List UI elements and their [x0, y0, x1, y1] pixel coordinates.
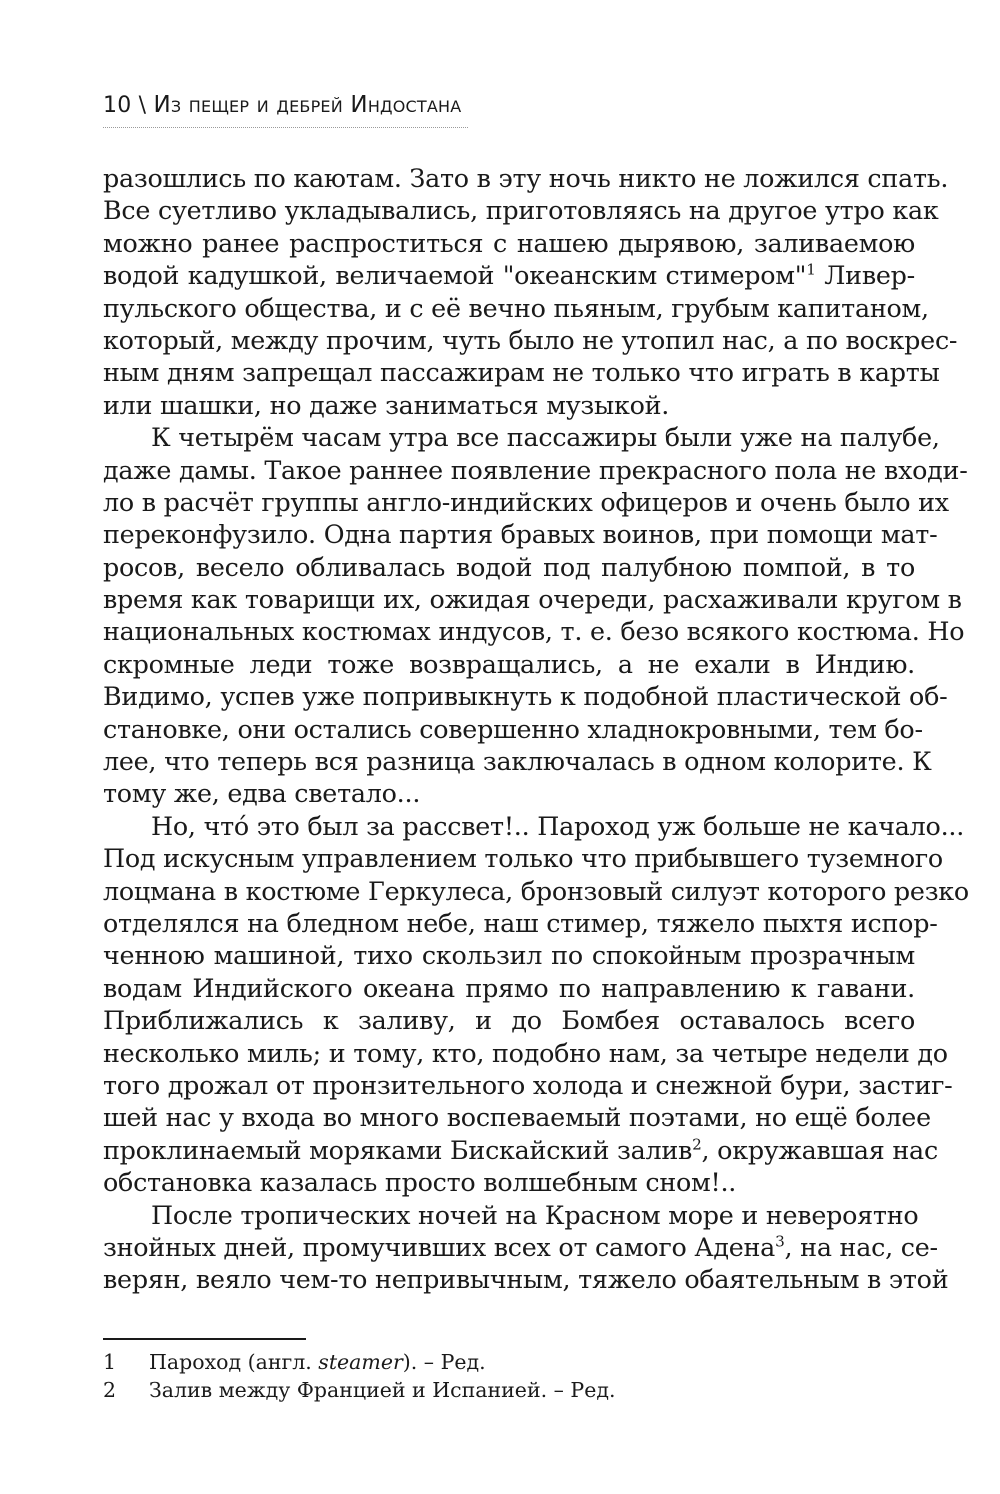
text-line	[103, 259, 915, 291]
text-line: Видимо, успев уже попривыкнуть к подобной пластической об-	[103, 681, 948, 712]
text-line: шей нас у входа во много воспеваемый поэтами, но ещё более	[103, 1102, 931, 1133]
text-line: становке, они остались совершенно хладнокровными, тем бо-	[103, 713, 923, 744]
footnote-term: steamer	[318, 1350, 403, 1374]
text-line	[103, 1134, 938, 1166]
text-line: или шашки, но даже заниматься музыкой.	[103, 389, 670, 420]
header-separator: \	[138, 93, 147, 118]
text-line: того дрожал от пронзительного холода и снежной бури, застиг-	[103, 1069, 953, 1100]
text-line: обстановка казалась просто волшебным сном!..	[103, 1167, 737, 1198]
footnote	[103, 1378, 915, 1402]
footnote-number: 2	[103, 1378, 117, 1402]
text-fragment: , на нас, се-	[784, 1231, 938, 1262]
text-line: лоцмана в костюме Геркулеса, бронзовый силуэт которого резко	[103, 875, 969, 906]
text-line: водам Индийского океана прямо по направлению к гавани.	[103, 972, 915, 1003]
footnote-text: Пароход (англ.	[149, 1350, 319, 1374]
text-line: отделялся на бледном небе, наш стимер, тяжело пыхтя испор-	[103, 907, 938, 938]
text-line: ло в расчёт группы англо-индийских офицеров и очень было их	[103, 486, 949, 517]
text-fragment: , окружавшая нас	[701, 1134, 938, 1165]
footnote	[103, 1350, 915, 1374]
text-line: разошлись по каютам. Зато в эту ночь никто не ложился спать.	[103, 163, 949, 193]
text-line: пульского общества, и с её вечно пьяным, грубым капитаном,	[103, 292, 929, 323]
page-number: 10	[103, 93, 132, 118]
text-line: Но, что́ это был за рассвет!.. Пароход уж больше не качало...	[151, 810, 965, 841]
text-fragment: Ливер-	[815, 260, 915, 291]
text-line: росов, весело обливалась водой под палубною помпой, в то	[103, 551, 915, 582]
header-rule	[103, 127, 468, 128]
text-line: который, между прочим, чуть было не утопил нас, а по воскрес-	[103, 324, 958, 355]
text-fragment: знойных дней, промучивших всех от самого Адена	[103, 1231, 776, 1262]
text-line: переконфузило. Одна партия бравых воинов, при помощи мат-	[103, 519, 938, 550]
text-fragment: проклинаемый моряками Бискайский залив	[103, 1134, 693, 1165]
text-fragment: водой кадушкой, величаемой "океанским стимером"	[103, 260, 807, 291]
running-header	[103, 92, 461, 118]
footnote-ref: 3	[775, 1232, 785, 1251]
text-line: лее, что теперь вся разница заключалась в одном колорите. К	[103, 746, 932, 777]
footnote-text: ). – Ред.	[402, 1350, 486, 1374]
running-title: Из пещер и дебрей Индостана	[153, 92, 462, 118]
text-line: даже дамы. Такое раннее появление прекрасного пола не входи-	[103, 454, 968, 485]
text-line: Все суетливо укладывались, приготовляясь на другое утро как	[103, 195, 939, 226]
text-line: ченною машиной, тихо скользил по спокойным прозрачным	[103, 940, 915, 971]
text-line: национальных костюмах индусов, т. е. безо всякого костюма. Но	[103, 616, 965, 647]
text-line: Приближались к заливу, и до Бомбея оставалось всего	[103, 1005, 915, 1036]
text-line: скромные леди тоже возвращались, а не ехали в Индию.	[103, 648, 915, 679]
text-line: несколько миль; и тому, кто, подобно нам, за четыре недели до	[103, 1037, 948, 1068]
footnote-text: Залив между Францией и Испанией. – Ред.	[149, 1378, 616, 1402]
footnote-ref: 1	[806, 260, 816, 279]
text-line: можно ранее распроститься с нашею дырявою, заливаемою	[103, 227, 915, 258]
text-line: время как товарищи их, ожидая очереди, расхаживали кругом в	[103, 584, 962, 615]
text-line: К четырём часам утра все пассажиры были уже на палубе,	[151, 422, 940, 453]
body-text	[103, 162, 969, 1296]
text-line: верян, веяло чем-то непривычным, тяжело обаятельным в этой	[103, 1264, 949, 1295]
text-line: После тропических ночей на Красном море и невероятно	[151, 1199, 919, 1230]
footnote-number: 1	[103, 1350, 117, 1374]
footnote-ref: 2	[692, 1135, 702, 1154]
footnote-rule	[103, 1338, 306, 1340]
text-line	[103, 1231, 938, 1263]
text-line: Под искусным управлением только что прибывшего туземного	[103, 843, 943, 874]
text-line: ным дням запрещал пассажирам не только что играть в карты	[103, 357, 940, 388]
text-line: тому же, едва светало...	[103, 778, 421, 809]
